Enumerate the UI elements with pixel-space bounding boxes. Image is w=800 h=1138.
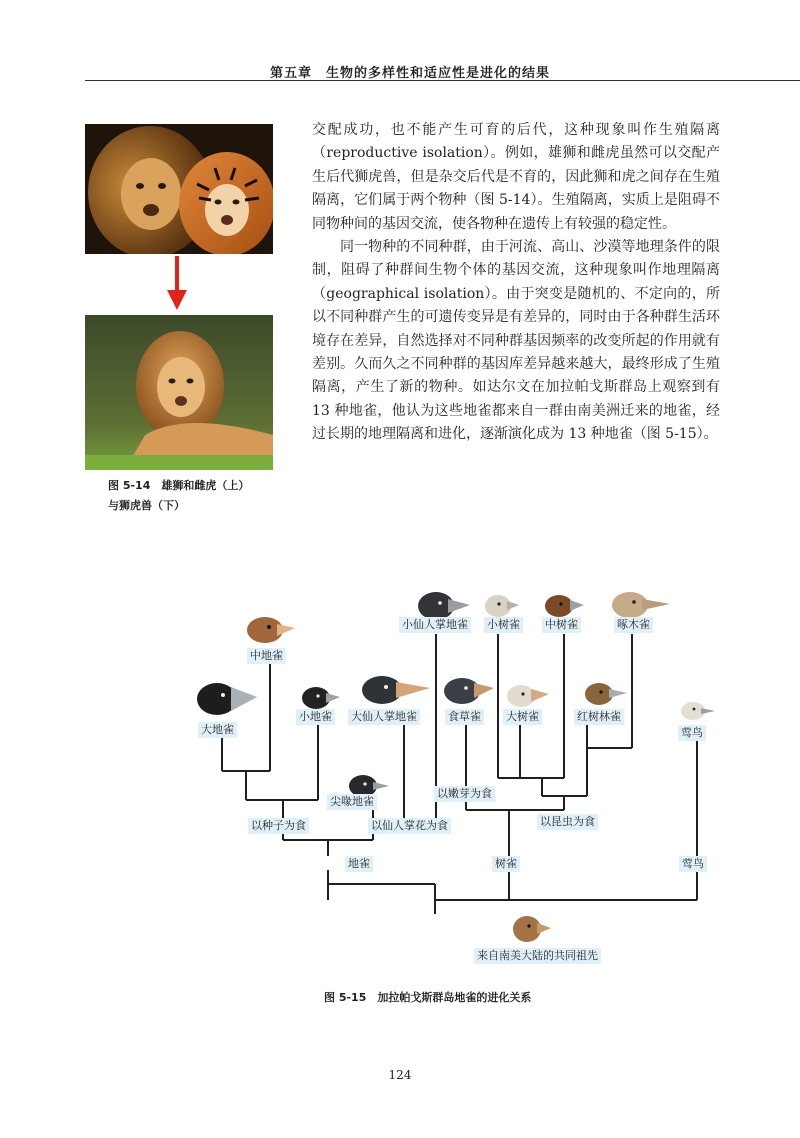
label-sharp-beaked-finch: 尖喙地雀 <box>327 794 377 810</box>
down-arrow <box>165 256 189 310</box>
label-ancestor: 来自南美大陆的共同祖先 <box>474 948 601 964</box>
mangrove-finch-icon <box>583 681 627 711</box>
label-diet-insects: 以昆虫为食 <box>537 814 598 830</box>
label-small-cactus-finch: 小仙人掌地雀 <box>399 617 471 633</box>
liger-photo <box>85 315 273 470</box>
header-rule <box>85 80 800 81</box>
finch-evolution-figure <box>180 588 720 978</box>
figure-5-15-caption: 图 5-15 加拉帕戈斯群岛地雀的进化关系 <box>324 991 532 1004</box>
label-diet-buds: 以嫩芽为食 <box>434 786 495 802</box>
label-warbler-finch: 莺鸟 <box>678 725 706 741</box>
figure-5-14-caption <box>108 476 249 516</box>
label-group-warbler: 莺鸟 <box>679 856 707 872</box>
label-group-tree: 树雀 <box>492 856 520 872</box>
figure-5-14-caption-line2: 与狮虎兽（下） <box>108 499 185 512</box>
label-diet-cactus-flowers: 以仙人掌花为食 <box>368 818 451 834</box>
body-text <box>312 119 720 447</box>
page-number: 124 <box>388 1068 412 1082</box>
label-diet-seeds: 以种子为食 <box>248 818 309 834</box>
label-small-ground-finch: 小地雀 <box>296 709 335 725</box>
figure-5-14-caption-line1: 图 5-14 雄狮和雌虎（上） <box>108 479 250 492</box>
label-large-ground-finch: 大地雀 <box>198 722 237 738</box>
label-group-ground: 地雀 <box>345 856 373 872</box>
label-woodpecker-finch: 啄木雀 <box>614 617 653 633</box>
ancestor-finch-icon <box>511 914 551 948</box>
large-ground-finch-icon <box>195 681 257 721</box>
label-large-cactus-finch: 大仙人掌地雀 <box>348 709 420 725</box>
paragraph-1: 交配成功，也不能产生可育的后代，这种现象叫作生殖隔离（reproductive isolation）。例如，雄狮和雌虎虽然可以交配产生后代狮虎兽，但是杂交后代是不育的，因此狮和虎之间存在生殖隔离，它们属于两个物种（图 5-14）。生殖隔离，实质上是阻碍不同物种间的基因交流，使各物种在遗传上有较强的稳定性。 <box>312 122 720 232</box>
label-medium-ground-finch: 中地雀 <box>247 648 286 664</box>
medium-ground-finch-icon <box>245 616 295 648</box>
label-mangrove-finch: 红树林雀 <box>574 709 624 725</box>
label-small-tree-finch: 小树雀 <box>484 617 523 633</box>
large-cactus-finch-icon <box>360 674 430 710</box>
label-vegetarian-finch: 食草雀 <box>445 709 484 725</box>
chapter-header: 第五章 生物的多样性和适应性是进化的结果 <box>270 66 551 81</box>
vegetarian-finch-icon <box>442 676 494 710</box>
lion-tiger-photo <box>85 124 273 254</box>
label-medium-tree-finch: 中树雀 <box>542 617 581 633</box>
paragraph-2: 同一物种的不同种群，由于河流、高山、沙漠等地理条件的限制，阻碍了种群间生物个体的基因交流，这种现象叫作地理隔离（geographical isolation）。由于突变是随机的、不定向的，所以不同种群产生的可遗传变异是有差异的，同时由于各种群生活环境存在差异，自然选择对不同种群基因频率的改变所起的作用就有差别。久而久之不同种群的基因库差异越来越大，最终形成了生殖隔离，产生了新的物种。如达尔文在加拉帕戈斯群岛上观察到有 13 种地雀，他认为这些地雀都来自一群由南美洲迁来的地雀，经过长期的地理隔离和进化，逐渐演化成为 13 种地雀（图 5-15）。 <box>312 239 720 443</box>
warbler-finch-icon <box>679 700 715 726</box>
label-large-tree-finch: 大树雀 <box>503 709 542 725</box>
